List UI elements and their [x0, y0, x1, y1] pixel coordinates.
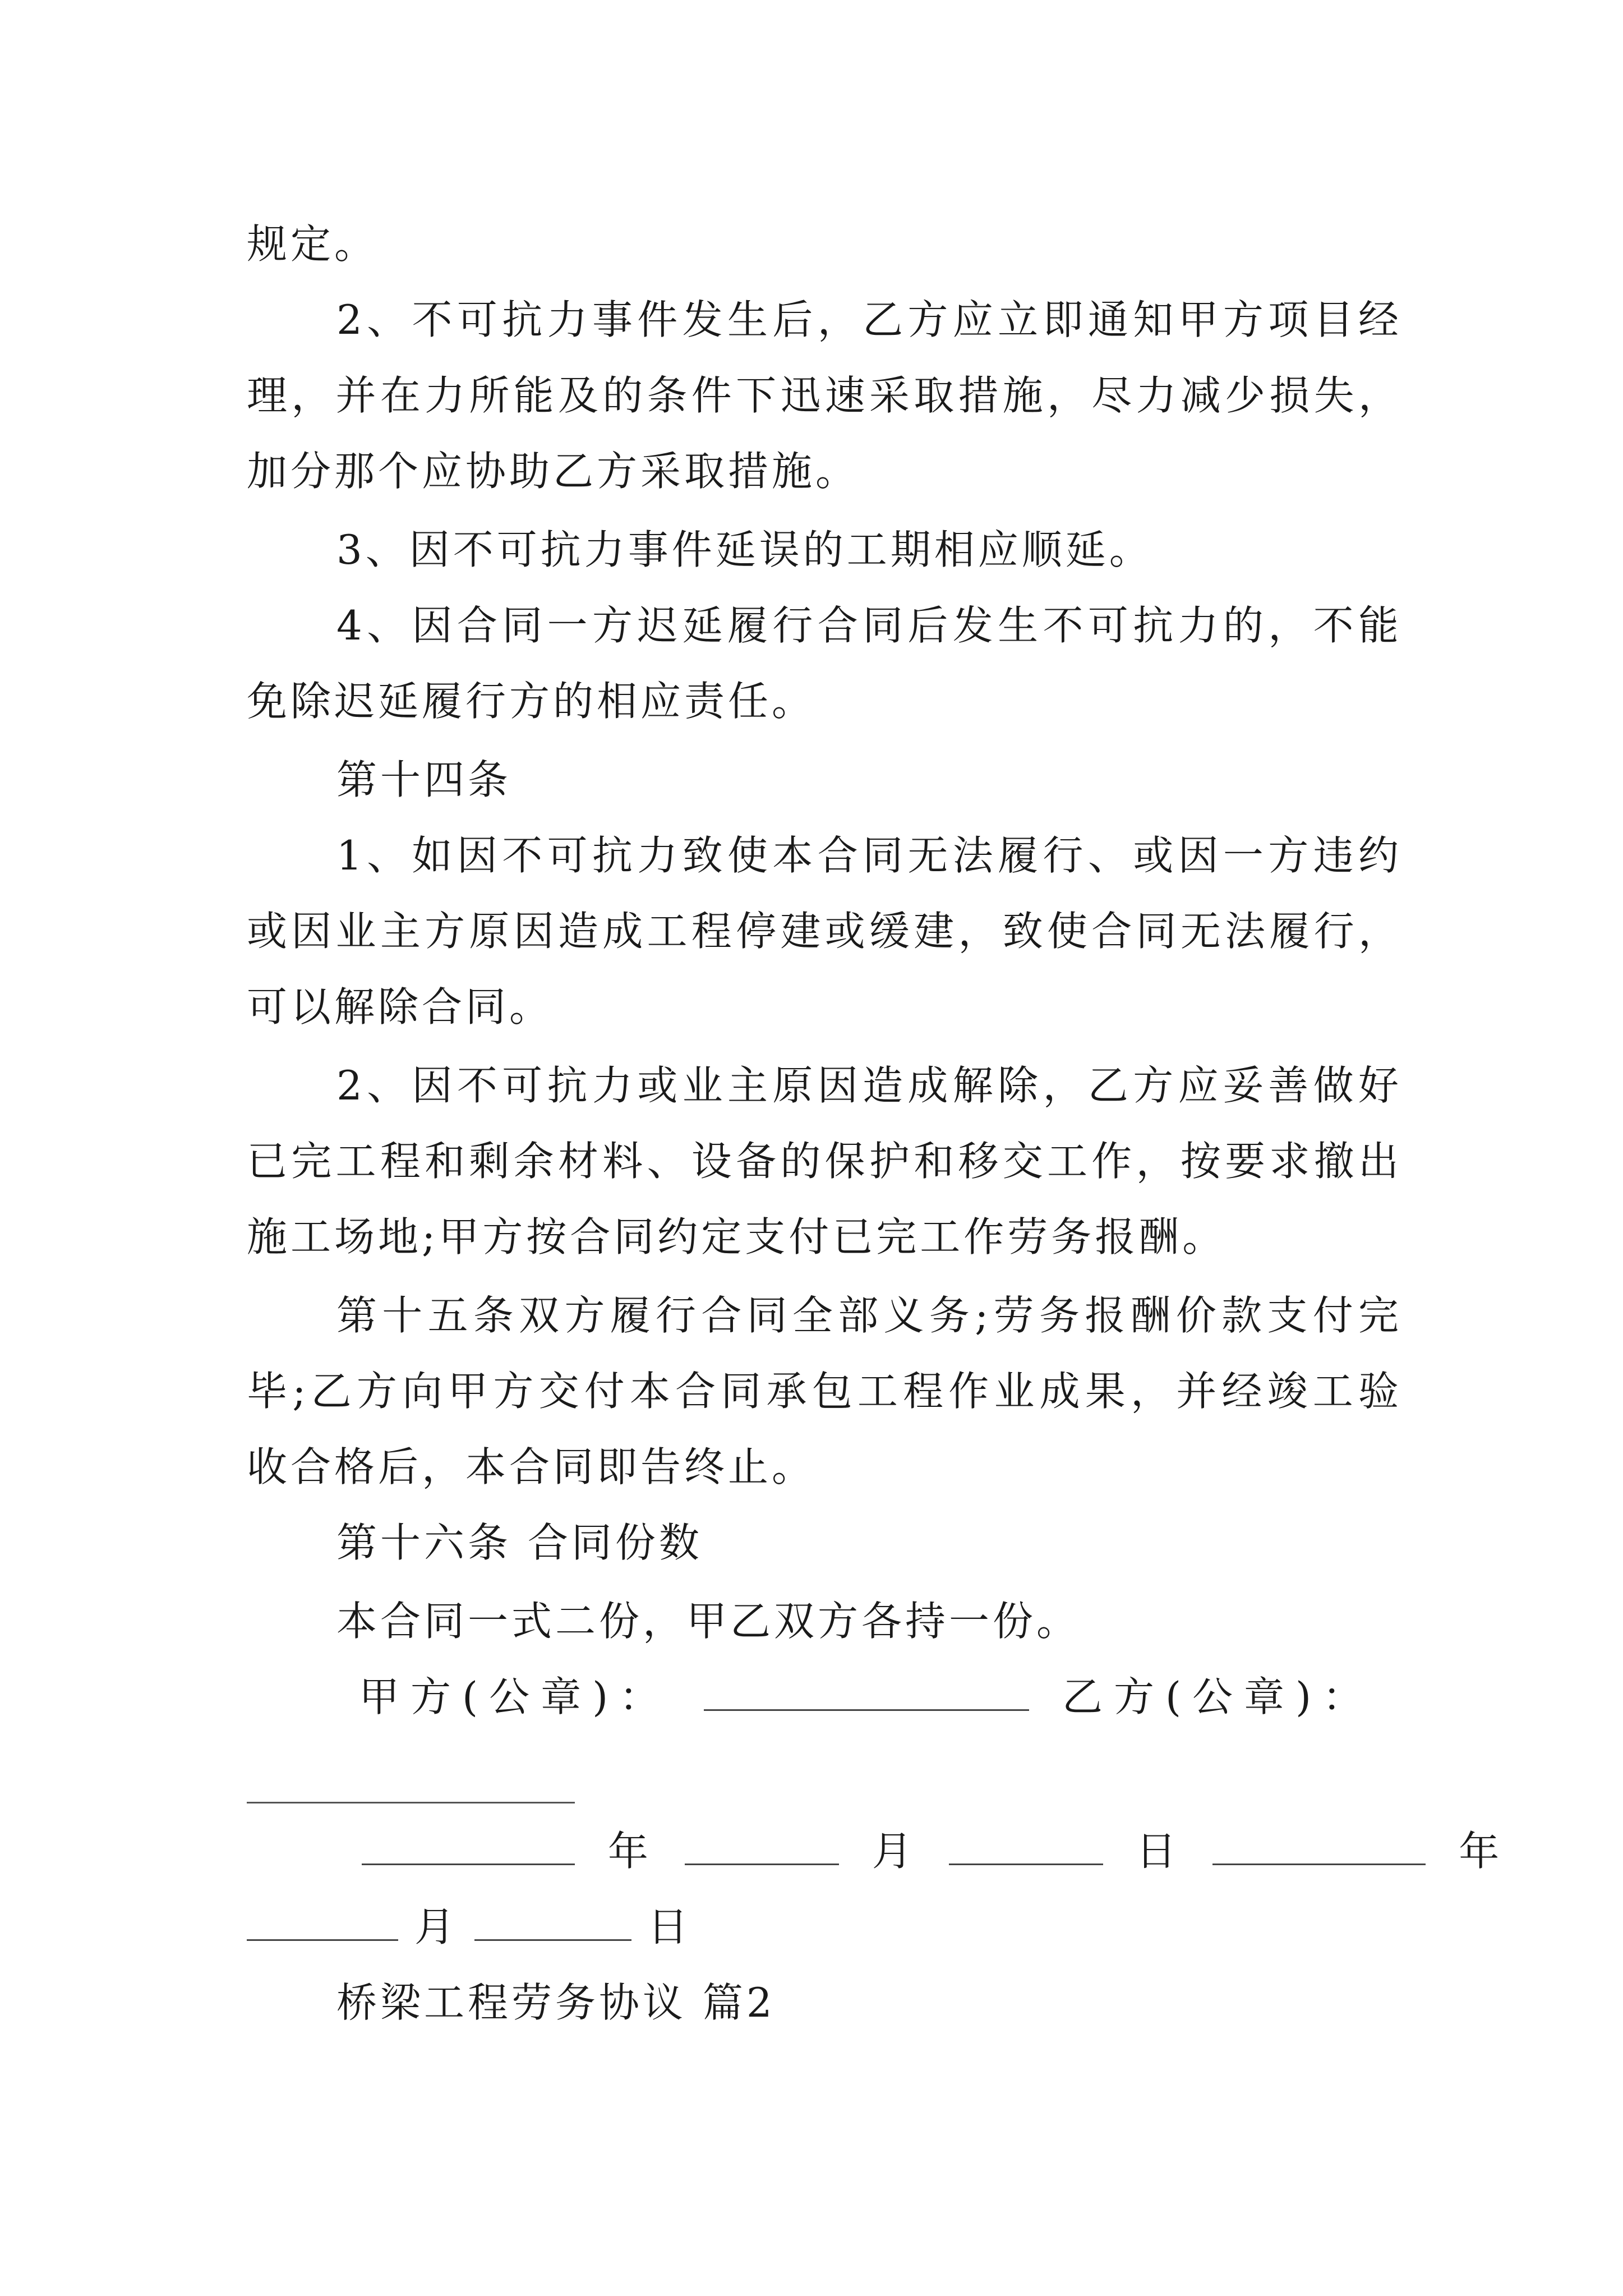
- text-line: 加分那个应协助乙方采取措施。: [247, 448, 860, 495]
- month-label: 月: [872, 1828, 916, 1875]
- text-line: 3、因不可抗力事件延误的工期相应顺延。: [336, 526, 1153, 573]
- text-line: 第十五条双方履行合同全部义务;劳务报酬价款支付完: [336, 1292, 1402, 1339]
- year-label: 年: [1459, 1828, 1503, 1875]
- day-blank: [474, 1906, 631, 1941]
- year-label: 年: [607, 1828, 652, 1875]
- text-line: 4、因合同一方迟延履行合同后发生不可抗力的，不能: [336, 602, 1402, 649]
- text-line: 已完工程和剩余材料、设备的保护和移交工作，按要求撤出: [247, 1138, 1402, 1185]
- month-label: 月: [414, 1903, 458, 1950]
- month-blank: [247, 1906, 398, 1941]
- day-blank: [949, 1830, 1103, 1865]
- text-line: 毕;乙方向甲方交付本合同承包工程作业成果，并经竣工验: [247, 1368, 1402, 1415]
- party-a-blank: [704, 1676, 1029, 1711]
- text-line: 本合同一式二份，甲乙双方各持一份。: [336, 1598, 1081, 1645]
- day-label: 日: [1136, 1828, 1180, 1875]
- next-section-heading: 桥梁工程劳务协议 篇2: [336, 1979, 776, 2026]
- year-blank: [362, 1830, 575, 1865]
- signature-row: [359, 1669, 1402, 1725]
- month-blank: [685, 1830, 839, 1865]
- date-row: [362, 1823, 1503, 1879]
- party-b-label: 乙方(公章)：: [1062, 1673, 1375, 1720]
- section-heading: 第十四条: [336, 756, 512, 803]
- day-label: 日: [647, 1903, 691, 1950]
- text-line: 或因业主方原因造成工程停建或缓建，致使合同无法履行，: [247, 908, 1402, 955]
- text-line: 施工场地;甲方按合同约定支付已完工作劳务报酬。: [247, 1213, 1227, 1260]
- party-a-label: 甲方(公章)：: [359, 1673, 671, 1720]
- text-line: 理，并在力所能及的条件下迅速采取措施，尽力减少损失，: [247, 372, 1402, 419]
- text-line: 2、因不可抗力或业主原因造成解除，乙方应妥善做好: [336, 1062, 1402, 1109]
- text-line: 1、如因不可抗力致使本合同无法履行、或因一方违约: [336, 832, 1402, 879]
- text-line: 2、不可抗力事件发生后，乙方应立即通知甲方项目经: [336, 296, 1402, 343]
- year-blank: [1212, 1830, 1426, 1865]
- date-row: [247, 1899, 1402, 1955]
- party-b-blank: [247, 1802, 575, 1803]
- text-line: 免除迟延履行方的相应责任。: [247, 678, 816, 725]
- text-line: 收合格后，本合同即告终止。: [247, 1443, 816, 1490]
- section-heading: 第十六条 合同份数: [336, 1519, 703, 1566]
- text-line: 可以解除合同。: [247, 983, 554, 1030]
- text-line: 规定。: [247, 220, 379, 268]
